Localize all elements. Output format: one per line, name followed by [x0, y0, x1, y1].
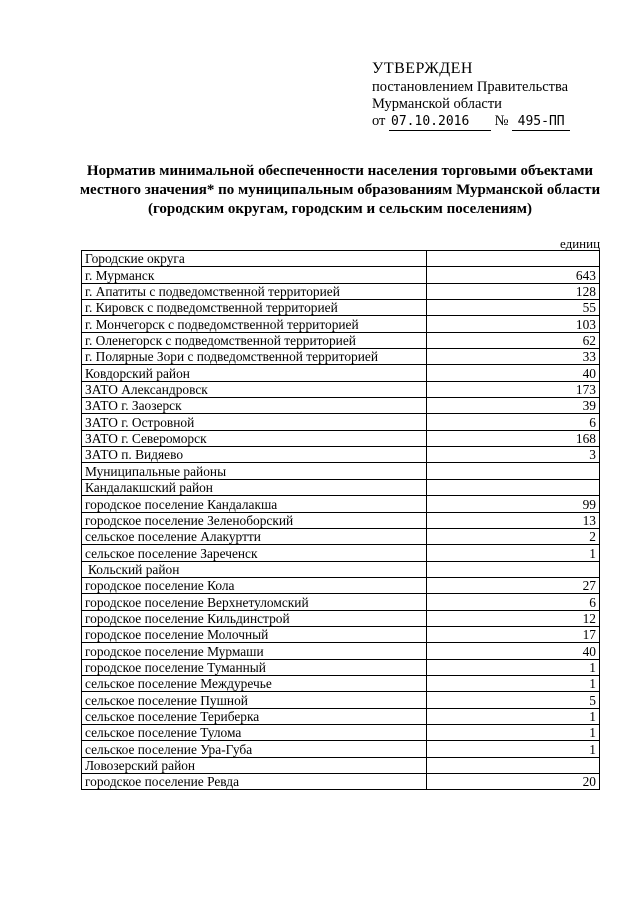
row-name: сельское поселение Междуречье [82, 675, 427, 691]
table-row [82, 430, 600, 446]
row-value: 99 [427, 496, 600, 512]
row-name: Кандалакшский район [82, 479, 427, 495]
table-row [82, 561, 600, 577]
row-value: 2 [427, 528, 600, 544]
table-row [82, 692, 600, 708]
row-value [427, 479, 600, 495]
table-row [82, 708, 600, 724]
table-row [82, 512, 600, 528]
units-label: единиц [560, 236, 601, 251]
date-prefix: от [372, 113, 386, 129]
table-row [82, 398, 600, 414]
row-name: сельское поселение Тулома [82, 724, 427, 740]
approval-heading: УТВЕРЖДЕН [372, 60, 473, 77]
row-value: 1 [427, 659, 600, 675]
row-name: сельское поселение Пушной [82, 692, 427, 708]
row-value: 20 [427, 774, 600, 790]
row-name: г. Апатиты с подведомственной территорией [82, 283, 427, 299]
table-row [82, 610, 600, 626]
row-value: 13 [427, 512, 600, 528]
table-row [82, 381, 600, 397]
table-row [82, 316, 600, 332]
row-name: сельское поселение Ура-Губа [82, 741, 427, 757]
approval-date: 07.10.2016 [389, 113, 491, 131]
row-value: 33 [427, 349, 600, 365]
row-name: городское поселение Зеленоборский [82, 512, 427, 528]
table-row [82, 463, 600, 479]
row-name: г. Мурманск [82, 267, 427, 283]
table-row [82, 577, 600, 593]
row-name: Ковдорский район [82, 365, 427, 381]
norms-table [81, 250, 600, 790]
table-row [82, 774, 600, 790]
row-value: 173 [427, 381, 600, 397]
table-row [82, 675, 600, 691]
row-value: 1 [427, 708, 600, 724]
row-value: 168 [427, 430, 600, 446]
table-row [82, 626, 600, 642]
table-row [82, 479, 600, 495]
table-row [82, 267, 600, 283]
document-title: Норматив минимальной обеспеченности населения торговыми объектами местного значения* по муниципальным образованиям Мурманской области (городским округам, городским и сельским поселениям) [79, 163, 601, 217]
table-row [82, 332, 600, 348]
table-row [82, 643, 600, 659]
table-row [82, 414, 600, 430]
row-name: ЗАТО Александровск [82, 381, 427, 397]
table-row [82, 365, 600, 381]
row-name: Ловозерский район [82, 757, 427, 773]
row-name: городское поселение Верхнетуломский [82, 594, 427, 610]
row-value: 62 [427, 332, 600, 348]
table-row [82, 757, 600, 773]
row-value: 40 [427, 365, 600, 381]
row-value: 1 [427, 724, 600, 740]
row-value: 6 [427, 594, 600, 610]
table-row [82, 251, 600, 267]
row-name: городское поселение Мурмаши [82, 643, 427, 659]
row-name: г. Мончегорск с подведомственной территорией [82, 316, 427, 332]
row-value: 1 [427, 741, 600, 757]
row-name: ЗАТО г. Островной [82, 414, 427, 430]
row-name: г. Полярные Зори с подведомственной территорией [82, 349, 427, 365]
row-name: Кольский район [82, 561, 427, 577]
row-value: 40 [427, 643, 600, 659]
table-row [82, 741, 600, 757]
row-name: ЗАТО п. Видяево [82, 447, 427, 463]
row-value: 643 [427, 267, 600, 283]
row-value: 5 [427, 692, 600, 708]
row-name: городское поселение Кильдинстрой [82, 610, 427, 626]
approval-line-1: постановлением Правительства [372, 79, 569, 95]
row-name: городское поселение Кандалакша [82, 496, 427, 512]
table-row [82, 496, 600, 512]
row-name: г. Кировск с подведомственной территорией [82, 300, 427, 316]
row-name: городское поселение Ревда [82, 774, 427, 790]
row-value: 39 [427, 398, 600, 414]
table-row [82, 724, 600, 740]
table-row [82, 528, 600, 544]
row-value: 128 [427, 283, 600, 299]
approval-number: 495-ПП [512, 113, 570, 131]
approval-block [372, 60, 612, 131]
approval-line-2: Мурманской области [372, 96, 502, 112]
row-value: 1 [427, 545, 600, 561]
row-value [427, 251, 600, 267]
row-name: ЗАТО г. Заозерск [82, 398, 427, 414]
row-name: городское поселение Молочный [82, 626, 427, 642]
table-row [82, 545, 600, 561]
table-row [82, 594, 600, 610]
row-name: сельское поселение Териберка [82, 708, 427, 724]
table-row [82, 659, 600, 675]
row-name: Городские округа [82, 251, 427, 267]
row-name: ЗАТО г. Североморск [82, 430, 427, 446]
row-value: 103 [427, 316, 600, 332]
row-value: 27 [427, 577, 600, 593]
row-value: 1 [427, 675, 600, 691]
row-name: Муниципальные районы [82, 463, 427, 479]
row-value: 3 [427, 447, 600, 463]
norms-table-body [82, 251, 600, 790]
row-value [427, 463, 600, 479]
approval-date-line [372, 113, 612, 131]
number-prefix: № [494, 113, 509, 129]
table-row [82, 300, 600, 316]
row-name: сельское поселение Алакуртти [82, 528, 427, 544]
table-row [82, 283, 600, 299]
row-name: городское поселение Кола [82, 577, 427, 593]
row-name: сельское поселение Зареченск [82, 545, 427, 561]
row-value: 6 [427, 414, 600, 430]
row-name: городское поселение Туманный [82, 659, 427, 675]
table-row [82, 349, 600, 365]
row-value: 12 [427, 610, 600, 626]
row-value: 55 [427, 300, 600, 316]
row-name: г. Оленегорск с подведомственной территорией [82, 332, 427, 348]
row-value: 17 [427, 626, 600, 642]
row-value [427, 561, 600, 577]
table-row [82, 447, 600, 463]
row-value [427, 757, 600, 773]
